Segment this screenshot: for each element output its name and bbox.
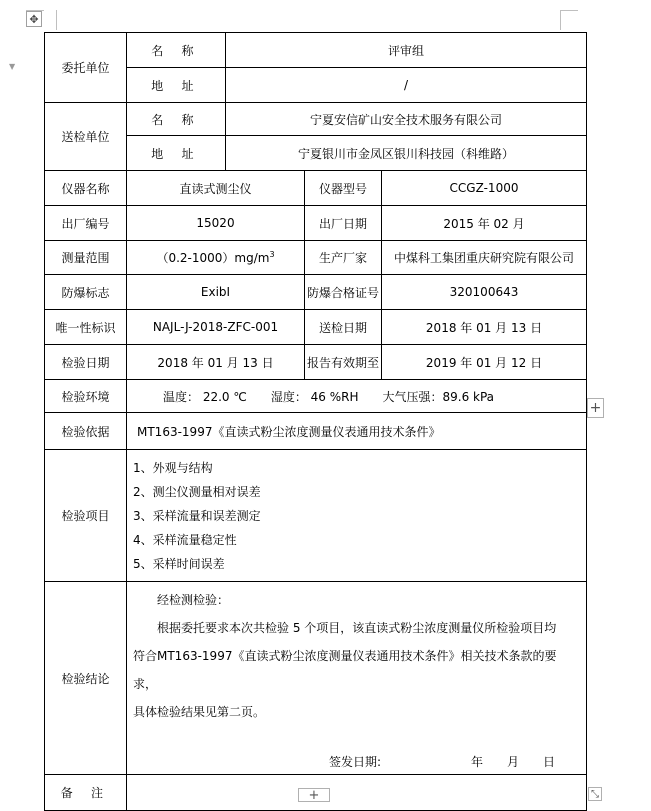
client-name-label[interactable]: 名 称 bbox=[127, 33, 226, 68]
submit-date-value[interactable]: 2018 年 01 月 13 日 bbox=[382, 310, 587, 345]
page-corner-mark-top-right-v bbox=[560, 10, 561, 30]
range-label[interactable]: 测量范围 bbox=[45, 241, 127, 275]
list-item: 2、测尘仪测量相对误差 bbox=[133, 484, 261, 499]
environment-value[interactable] bbox=[127, 380, 587, 413]
range-superscript: 3 bbox=[269, 250, 275, 259]
environment-label[interactable]: 检验环境 bbox=[45, 380, 127, 413]
table-resize-handle[interactable] bbox=[588, 787, 602, 801]
collapse-arrow-icon: ▼ bbox=[9, 62, 16, 71]
explosion-cert-value[interactable]: 320100643 bbox=[382, 275, 587, 310]
conclusion-value[interactable] bbox=[127, 582, 587, 775]
valid-until-label[interactable]: 报告有效期至 bbox=[305, 345, 382, 380]
sign-month: 月 bbox=[507, 755, 520, 769]
sign-year: 年 bbox=[471, 755, 484, 769]
table-move-handle[interactable] bbox=[26, 11, 42, 27]
resize-icon: ⤡ bbox=[591, 788, 599, 800]
serial-value[interactable]: 15020 bbox=[127, 206, 305, 241]
serial-label[interactable]: 出厂编号 bbox=[45, 206, 127, 241]
explosion-cert-label[interactable]: 防爆合格证号 bbox=[305, 275, 382, 310]
range-text: （0.2-1000）mg/m bbox=[156, 251, 270, 265]
inspection-date-value[interactable]: 2018 年 01 月 13 日 bbox=[127, 345, 305, 380]
plus-icon: + bbox=[589, 400, 602, 416]
manufacturer-value[interactable]: 中煤科工集团重庆研究院有限公司 bbox=[382, 241, 587, 275]
submit-date-label[interactable]: 送检日期 bbox=[305, 310, 382, 345]
inspection-report-table bbox=[44, 32, 587, 811]
remarks-label[interactable]: 备 注 bbox=[45, 775, 127, 811]
remarks-value[interactable] bbox=[127, 775, 587, 811]
unique-id-label[interactable]: 唯一性标识 bbox=[45, 310, 127, 345]
submitter-name-label[interactable]: 名 称 bbox=[127, 103, 226, 136]
page-corner-mark-top-right bbox=[560, 10, 578, 11]
list-item: 1、外观与结构 bbox=[133, 460, 213, 475]
instrument-name-value[interactable]: 直读式测尘仪 bbox=[127, 171, 305, 206]
client-address-value[interactable]: / bbox=[226, 68, 587, 103]
conclusion-line-4: 具体检验结果见第二页。 bbox=[133, 705, 266, 719]
valid-until-value[interactable]: 2019 年 01 月 12 日 bbox=[382, 345, 587, 380]
instrument-model-value[interactable]: CCGZ-1000 bbox=[382, 171, 587, 206]
items-label[interactable]: 检验项目 bbox=[45, 450, 127, 582]
unique-id-value[interactable]: NAJL-J-2018-ZFC-001 bbox=[127, 310, 305, 345]
add-column-button[interactable] bbox=[587, 398, 604, 418]
explosion-mark-label[interactable]: 防爆标志 bbox=[45, 275, 127, 310]
manufacture-date-label[interactable]: 出厂日期 bbox=[305, 206, 382, 241]
submitter-address-label[interactable]: 地 址 bbox=[127, 136, 226, 171]
list-item: 4、采样流量稳定性 bbox=[133, 532, 237, 547]
manufacturer-label[interactable]: 生产厂家 bbox=[305, 241, 382, 275]
range-value[interactable] bbox=[127, 241, 305, 275]
submitter-label[interactable]: 送检单位 bbox=[45, 103, 127, 171]
inspection-date-label[interactable]: 检验日期 bbox=[45, 345, 127, 380]
sign-date-label: 签发日期: bbox=[329, 755, 382, 769]
client-address-label[interactable]: 地 址 bbox=[127, 68, 226, 103]
pressure-text: 大气压强：89.6 kPa bbox=[382, 389, 495, 404]
client-label[interactable]: 委托单位 bbox=[45, 33, 127, 103]
instrument-model-label[interactable]: 仪器型号 bbox=[305, 171, 382, 206]
list-item: 5、采样时间误差 bbox=[133, 556, 225, 571]
submitter-name-value[interactable]: 宁夏安信矿山安全技术服务有限公司 bbox=[226, 103, 587, 136]
humidity-text: 湿度： 46 %RH bbox=[270, 389, 359, 404]
plus-icon: + bbox=[308, 787, 320, 803]
conclusion-line-1: 经检测检验： bbox=[157, 593, 230, 607]
move-icon: ✥ bbox=[29, 12, 39, 26]
items-value[interactable] bbox=[127, 450, 587, 582]
page-corner-mark-top-left-v bbox=[56, 10, 57, 30]
submitter-address-value[interactable]: 宁夏银川市金凤区银川科技园（科维路） bbox=[226, 136, 587, 171]
client-name-value[interactable]: 评审组 bbox=[226, 33, 587, 68]
basis-label[interactable]: 检验依据 bbox=[45, 413, 127, 450]
temperature-text: 温度： 22.0 ℃ bbox=[163, 389, 247, 404]
explosion-mark-value[interactable]: ExibI bbox=[127, 275, 305, 310]
conclusion-line-3: 符合MT163-1997《直读式粉尘浓度测量仪表通用技术条件》相关技术条款的要求， bbox=[133, 649, 557, 691]
basis-value[interactable]: MT163-1997《直读式粉尘浓度测量仪表通用技术条件》 bbox=[127, 413, 587, 450]
sign-day: 日 bbox=[543, 755, 556, 769]
instrument-name-label[interactable]: 仪器名称 bbox=[45, 171, 127, 206]
conclusion-line-2: 根据委托要求本次共检验 5 个项目，该直读式粉尘浓度测量仪所检验项目均 bbox=[157, 621, 557, 635]
conclusion-label[interactable]: 检验结论 bbox=[45, 582, 127, 775]
manufacture-date-value[interactable]: 2015 年 02 月 bbox=[382, 206, 587, 241]
list-item: 3、采样流量和误差测定 bbox=[133, 508, 261, 523]
sign-date-row bbox=[133, 750, 580, 774]
